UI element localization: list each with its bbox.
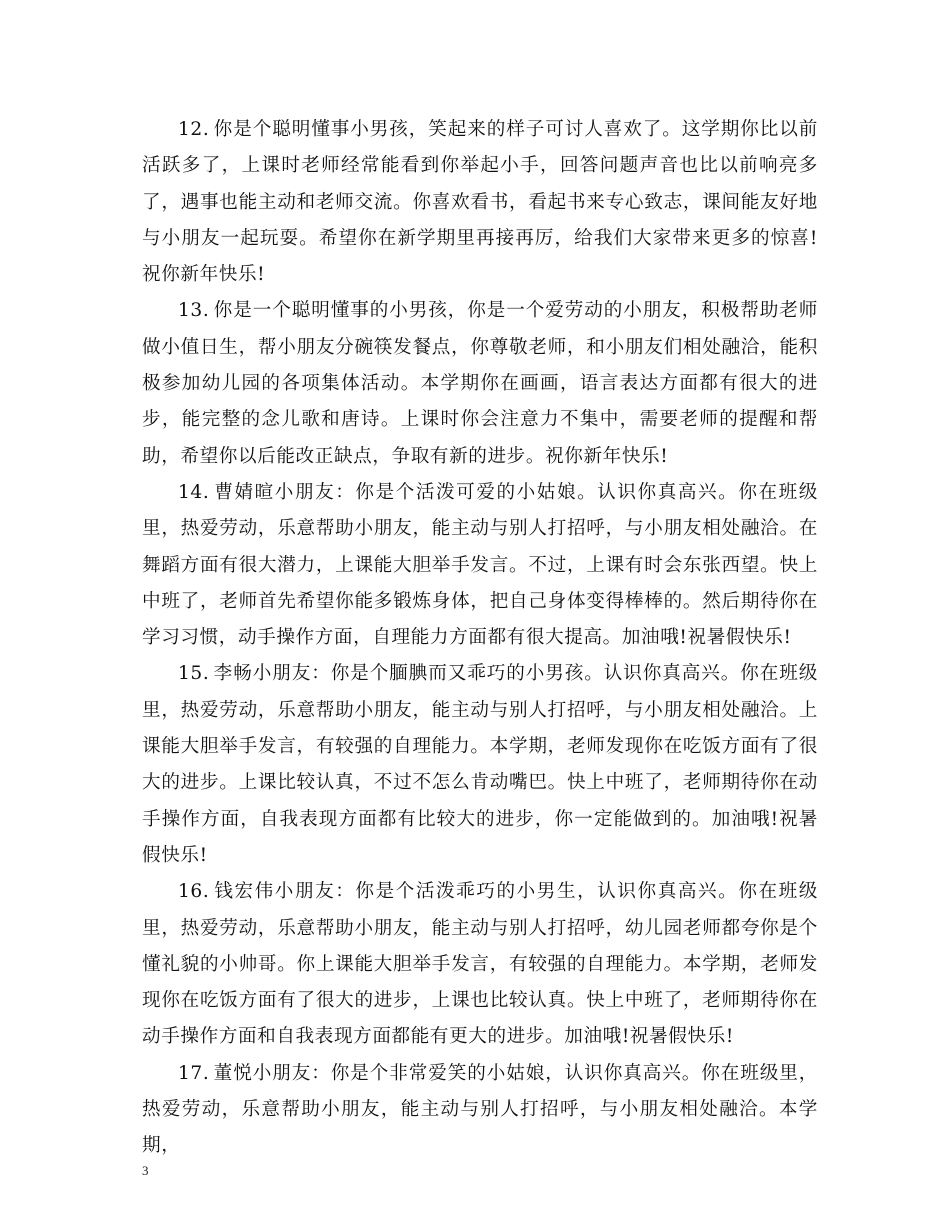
paragraph-number: 13. [178,300,210,322]
paragraph-number: 17. [178,1062,210,1084]
paragraph-text: 董悦小朋友：你是个非常爱笑的小姑娘，认识你真高兴。你在班级里，热爱劳动，乐意帮助小朋友，能主动与别人打招呼，与小朋友相处融洽。本学期， [142,1062,818,1157]
paragraph-14 [142,475,818,656]
paragraph-number: 15. [178,663,210,685]
paragraph-13 [142,293,818,474]
paragraph-text: 李畅小朋友：你是个腼腆而又乖巧的小男孩。认识你真高兴。你在班级里，热爱劳动，乐意帮助小朋友，能主动与别人打招呼，与小朋友相处融洽。上课能大胆举手发言，有较强的自理能力。本学期，老师发现你在吃饭方面有了很大的进步。上课比较认真，不过不怎么肯动嘴巴。快上中班了，老师期待你在动手操作方面，自我表现方面都有比较大的进步，你一定能做到的。加油哦!祝暑假快乐! [142,663,818,866]
paragraph-text: 曹婧暄小朋友：你是个活泼可爱的小姑娘。认识你真高兴。你在班级里，热爱劳动，乐意帮助小朋友，能主动与别人打招呼，与小朋友相处融洽。在舞蹈方面有很大潜力，上课能大胆举手发言。不过，上课有时会东张西望。快上中班了，老师首先希望你能多锻炼身体，把自己身体变得棒棒的。然后期待你在学习习惯，动手操作方面，自理能力方面都有很大提高。加油哦!祝暑假快乐! [142,481,818,649]
paragraph-number: 14. [178,481,210,503]
document-body [142,112,818,1165]
paragraph-number: 16. [178,881,210,903]
paragraph-16 [142,874,818,1055]
paragraph-text: 钱宏伟小朋友：你是个活泼乖巧的小男生，认识你真高兴。你在班级里，热爱劳动，乐意帮助小朋友，能主动与别人打招呼，幼儿园老师都夸你是个懂礼貌的小帅哥。你上课能大胆举手发言，有较强的自理能力。本学期，老师发现你在吃饭方面有了很大的进步，上课也比较认真。快上中班了，老师期待你在动手操作方面和自我表现方面都能有更大的进步。加油哦!祝暑假快乐! [142,881,818,1048]
paragraph-text: 你是一个聪明懂事的小男孩，你是一个爱劳动的小朋友，积极帮助老师做小值日生，帮小朋友分碗筷发餐点，你尊敬老师，和小朋友们相处融洽，能积极参加幼儿园的各项集体活动。本学期你在画画，语言表达方面都有很大的进步，能完整的念儿歌和唐诗。上课时你会注意力不集中，需要老师的提醒和帮助，希望你以后能改正缺点，争取有新的进步。祝你新年快乐! [142,300,818,467]
paragraph-17 [142,1056,818,1165]
paragraph-12 [142,112,818,293]
page-number: 3 [142,1163,149,1178]
paragraph-15 [142,656,818,874]
paragraph-number: 12. [178,119,210,140]
paragraph-text: 你是个聪明懂事小男孩，笑起来的样子可讨人喜欢了。这学期你比以前活跃多了，上课时老师经常能看到你举起小手，回答问题声音也比以前响亮多了，遇事也能主动和老师交流。你喜欢看书，看起书来专心致志，课间能友好地与小朋友一起玩耍。希望你在新学期里再接再厉，给我们大家带来更多的惊喜!祝你新年快乐! [142,119,818,286]
